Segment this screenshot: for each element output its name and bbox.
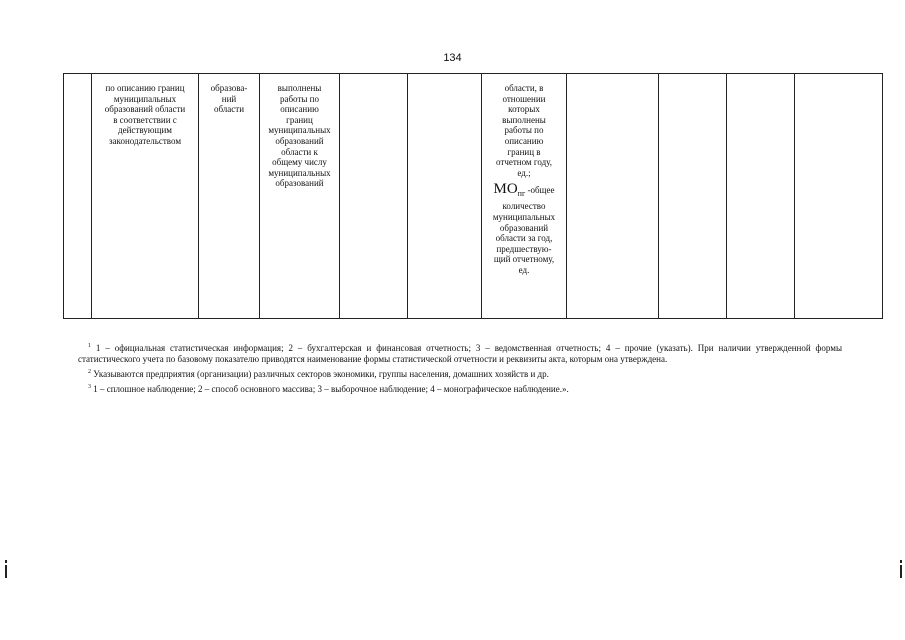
mo-subscript: пг [517, 189, 526, 199]
table-cell-col8 [567, 74, 659, 319]
footnote-3 [78, 384, 842, 395]
cell-line: описанию [504, 135, 544, 146]
footnote-text: 1 – официальная статистическая информация; 2 – бухгалтерская и финансовая отчетность; 3 – ведомственная отчетность; 4 – прочие (указать). При наличии утвержденной формы статистического учета по базовому показателю приводятся наименование формы статистической отчетности и реквизиты акта, которым она утверждена. [78, 343, 842, 364]
cell-line: образова- [210, 83, 248, 93]
cell-line: муниципальных [492, 211, 556, 222]
cell-line: области [213, 104, 245, 115]
cell-line: общему числу [272, 157, 327, 168]
table-cell-indicator-name [92, 74, 199, 319]
cell-line: образований [499, 222, 549, 233]
cell-line: области, в [504, 83, 544, 93]
mo-symbol: МО [493, 181, 518, 198]
indicator-table [63, 73, 883, 319]
cell-line: законодательством [108, 135, 182, 146]
cell-line: ед. [518, 264, 530, 275]
table-cell-col11 [795, 74, 883, 319]
cell-line: области за год, [495, 233, 553, 244]
cell-line: в соответствии с [113, 114, 177, 125]
cell-line: ний [221, 93, 237, 104]
table-cell-col1 [64, 74, 92, 319]
left-edge-mark [5, 560, 7, 578]
cell-line: муниципальных [113, 93, 177, 104]
cell-line: по описанию границ [105, 83, 185, 93]
right-edge-mark [900, 560, 902, 578]
cell-line: предшествую- [496, 243, 552, 254]
footnotes [78, 343, 842, 399]
cell-line: муниципальных [268, 167, 331, 178]
cell-line: образований области [104, 104, 186, 115]
table-cell-col5 [340, 74, 408, 319]
cell-line: щий отчетному, [493, 254, 555, 265]
cell-line: выполнены [502, 114, 546, 125]
footnote-mark: 2 [88, 369, 91, 375]
cell-line: которых [508, 104, 540, 115]
footnote-text: 1 – сплошное наблюдение; 2 – способ основного массива; 3 – выборочное наблюдение; 4 – монографическое наблюдение.». [91, 384, 569, 394]
table-cell-col10 [727, 74, 795, 319]
footnote-text: Указываются предприятия (организации) различных секторов экономики, группы населения, домашних хозяйств и др. [91, 369, 549, 379]
footnote-2 [78, 369, 842, 380]
cell-line: границ [286, 114, 313, 125]
cell-line: выполнены [277, 83, 322, 93]
mo-text: -общее [525, 185, 555, 196]
formula-notes-bottom [485, 201, 563, 275]
table-cell-definition [260, 74, 340, 319]
table-cell-unit [199, 74, 260, 319]
table-row [64, 74, 883, 319]
mo-formula-line [485, 182, 563, 201]
cell-line: отчетном году, [496, 157, 552, 168]
table-cell-col9 [659, 74, 727, 319]
cell-line: образований [275, 135, 324, 146]
cell-line: образований [275, 178, 324, 189]
cell-line: работы по [504, 125, 544, 136]
cell-line: ед.; [517, 167, 531, 178]
footnote-1 [78, 343, 842, 365]
cell-line: действующим [118, 125, 172, 136]
page-number: 134 [443, 52, 462, 64]
table-cell-col6 [408, 74, 482, 319]
cell-line: описанию [280, 104, 319, 115]
footnote-mark: 1 [88, 343, 91, 349]
cell-line: области к [281, 146, 318, 157]
cell-line: отношении [502, 93, 546, 104]
table-cell-formula-notes [482, 74, 567, 319]
cell-line: количество [502, 201, 546, 212]
cell-line: муниципальных [268, 125, 331, 136]
formula-notes-top [485, 83, 563, 178]
cell-line: границ в [507, 146, 541, 157]
footnote-mark: 3 [88, 384, 91, 390]
cell-line: работы по [279, 93, 319, 104]
